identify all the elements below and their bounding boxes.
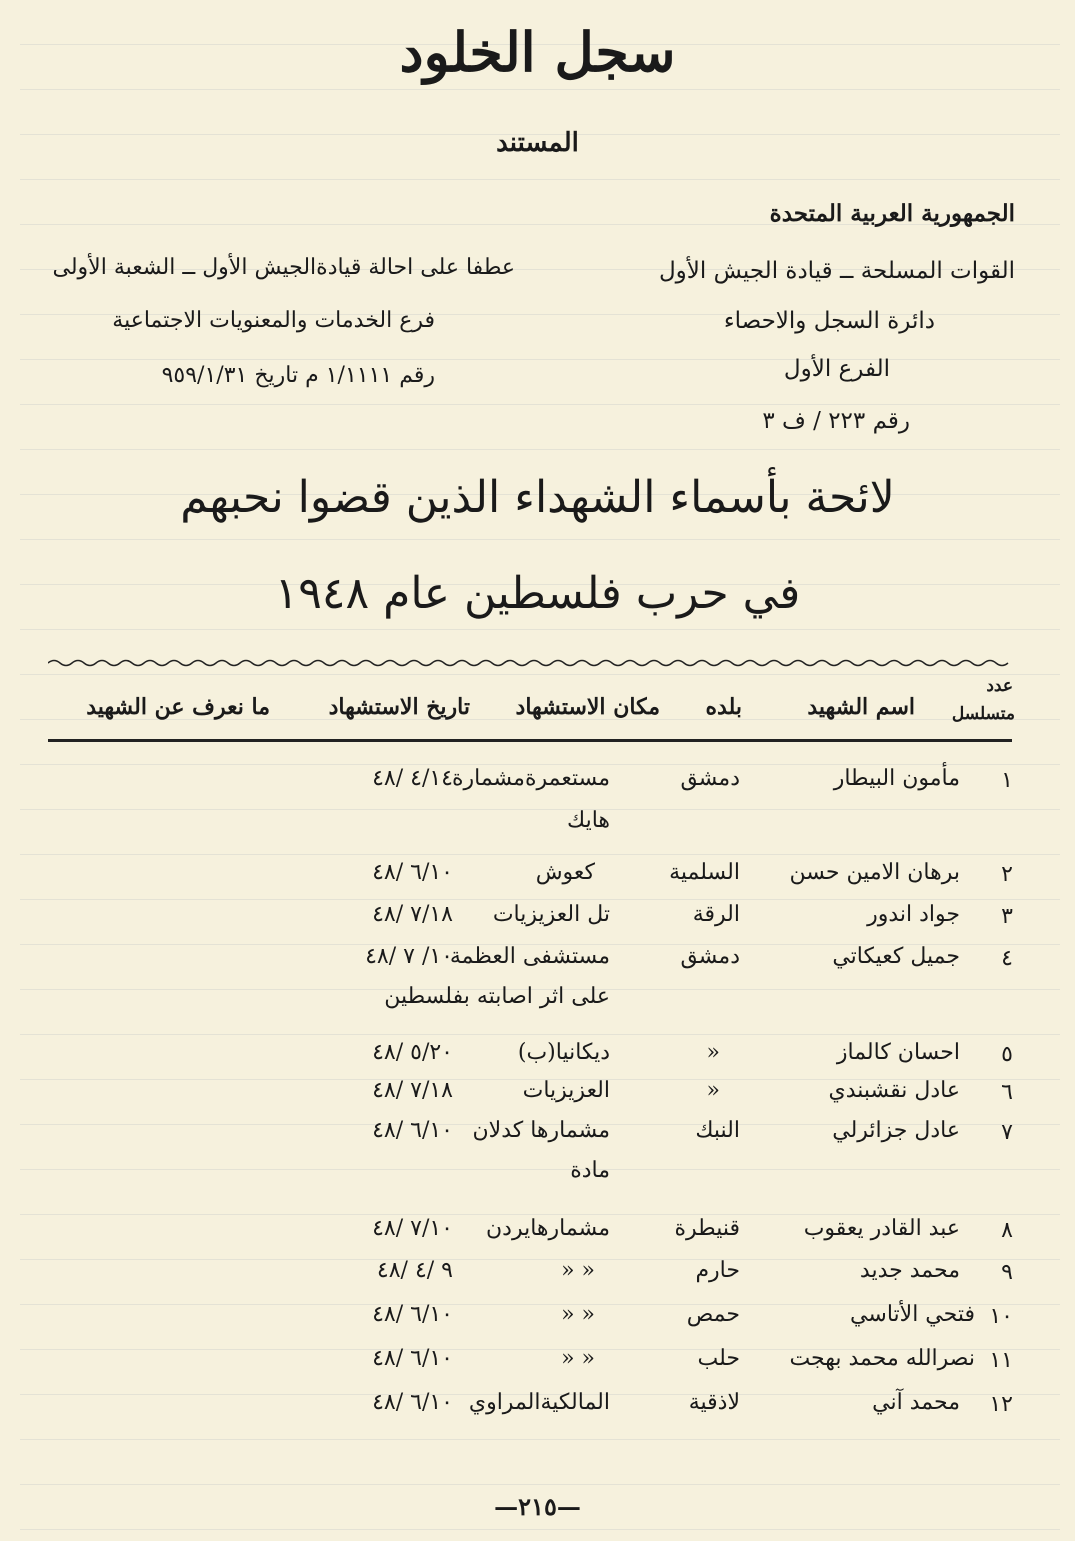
page-title: سجل الخلود [399, 20, 676, 84]
header-right-line-2: القوات المسلحة ــ قيادة الجيش الأول [658, 258, 1015, 284]
row-12-date: ٦/١٠ /٤٨ [372, 1390, 453, 1415]
header-left-line-3: رقم ١/١١١١ م تاريخ ٩٥٩/١/٣١ [161, 363, 435, 388]
row-4-note: على اثر اصابته بفلسطين [384, 984, 610, 1009]
column-header-place: مكان الاستشهاد [515, 694, 660, 720]
row-7-date: ٦/١٠ /٤٨ [372, 1118, 453, 1143]
row-10-date: ٦/١٠ /٤٨ [372, 1302, 453, 1327]
row-7-serial: ٧ [1001, 1120, 1013, 1145]
row-9-serial: ٩ [1001, 1260, 1013, 1285]
row-6-date: ٧/١٨ /٤٨ [372, 1078, 453, 1103]
header-left-line-2: فرع الخدمات والمعنويات الاجتماعية [112, 308, 435, 333]
list-heading-line-1: لائحة بأسماء الشهداء الذين قضوا نحبهم [180, 472, 895, 523]
row-5-serial: ٥ [1001, 1042, 1013, 1067]
row-1-place: مستعمرةمشمارة [451, 766, 610, 791]
list-heading-line-2: في حرب فلسطين عام ١٩٤٨ [274, 568, 801, 619]
header-right-line-1: الجمهورية العربية المتحدة [769, 200, 1015, 227]
row-5-name: احسان كالماز [836, 1040, 960, 1065]
row-4-name: جميل كعيكاتي [832, 944, 960, 969]
row-12-serial: ١٢ [989, 1392, 1013, 1417]
row-8-place: مشمارهايردن [486, 1216, 610, 1241]
row-10-place: « « [561, 1302, 595, 1327]
row-2-town: السلمية [669, 860, 740, 885]
row-2-serial: ٢ [1001, 862, 1013, 887]
header-right-line-5: رقم ٢٢٣ / ف ٣ [762, 408, 910, 434]
column-header-date: تاريخ الاستشهاد [328, 694, 470, 720]
row-7-place: مشمارها كدلان [472, 1118, 610, 1143]
row-3-town: الرقة [692, 902, 740, 927]
row-8-name: عبد القادر يعقوب [803, 1216, 960, 1241]
row-8-serial: ٨ [1001, 1218, 1013, 1243]
row-11-town: حلب [697, 1346, 740, 1371]
page-number: —٢١٥— [494, 1492, 581, 1521]
row-10-serial: ١٠ [989, 1304, 1013, 1329]
column-header-name: اسم الشهيد [807, 694, 915, 720]
row-8-town: قنيطرة [674, 1216, 740, 1241]
row-4-serial: ٤ [1001, 946, 1013, 971]
document-subtitle: المستند [496, 128, 579, 158]
row-2-name: برهان الامين حسن [789, 860, 960, 885]
row-6-serial: ٦ [1001, 1080, 1013, 1105]
row-7-name: عادل جزائرلي [832, 1118, 960, 1143]
row-5-town: « [706, 1040, 720, 1065]
row-5-date: ٥/٢٠ /٤٨ [372, 1040, 453, 1065]
row-1-serial: ١ [1001, 768, 1013, 793]
row-9-date: ٩ /٤ /٤٨ [376, 1258, 453, 1283]
column-header-serial-bottom: متسلسل [951, 704, 1015, 724]
row-10-town: حمص [686, 1302, 740, 1327]
row-11-date: ٦/١٠ /٤٨ [372, 1346, 453, 1371]
row-7-note: مادة [570, 1158, 610, 1183]
wavy-rule [48, 658, 1012, 668]
row-9-name: محمد جديد [859, 1258, 960, 1283]
row-6-place: العزيزيات [522, 1078, 610, 1103]
header-rule [48, 739, 1012, 742]
row-1-name: مأمون البيطار [833, 766, 960, 791]
row-12-name: محمد آني [872, 1390, 960, 1415]
row-11-place: « « [561, 1346, 595, 1371]
column-header-town: بلده [705, 694, 742, 720]
row-12-town: لاذقية [688, 1390, 740, 1415]
row-4-place: مستشفى العظمة [449, 944, 610, 969]
row-8-date: ٧/١٠ /٤٨ [372, 1216, 453, 1241]
row-3-place: تل العزيزيات [492, 902, 610, 927]
row-10-name: فتحي الأتاسي [850, 1302, 975, 1327]
column-header-serial-top: عدد [986, 676, 1013, 696]
row-9-town: حارم [695, 1258, 740, 1283]
row-7-town: النبك [695, 1118, 740, 1143]
row-9-place: « « [561, 1258, 595, 1283]
row-2-date: ٦/١٠ /٤٨ [372, 860, 453, 885]
header-left-line-1: عطفا على احالة قيادةالجيش الأول ــ الشعبة الأولى [52, 255, 515, 280]
row-2-place: كعوش [535, 860, 595, 885]
row-1-town: دمشق [680, 766, 740, 791]
column-header-about: ما نعرف عن الشهيد [86, 694, 270, 720]
row-6-name: عادل نقشبندي [828, 1078, 960, 1103]
row-12-place: المالكيةالمراوي [468, 1390, 610, 1415]
row-3-date: ٧/١٨ /٤٨ [372, 902, 453, 927]
row-4-town: دمشق [680, 944, 740, 969]
row-1-date: ٤/١٤ /٤٨ [372, 766, 453, 791]
header-right-line-3: دائرة السجل والاحصاء [723, 308, 935, 334]
row-5-place: ديكانيا(ب) [517, 1040, 610, 1065]
row-1-note: هايك [567, 808, 610, 833]
row-6-town: « [706, 1078, 720, 1103]
row-4-date: ١٠/ ٧ /٤٨ [365, 944, 453, 969]
row-11-name: نصرالله محمد بهجت [789, 1346, 975, 1371]
row-3-name: جواد اندور [867, 902, 960, 927]
header-right-line-4: الفرع الأول [783, 356, 890, 382]
row-11-serial: ١١ [989, 1348, 1013, 1373]
row-3-serial: ٣ [1001, 904, 1013, 929]
